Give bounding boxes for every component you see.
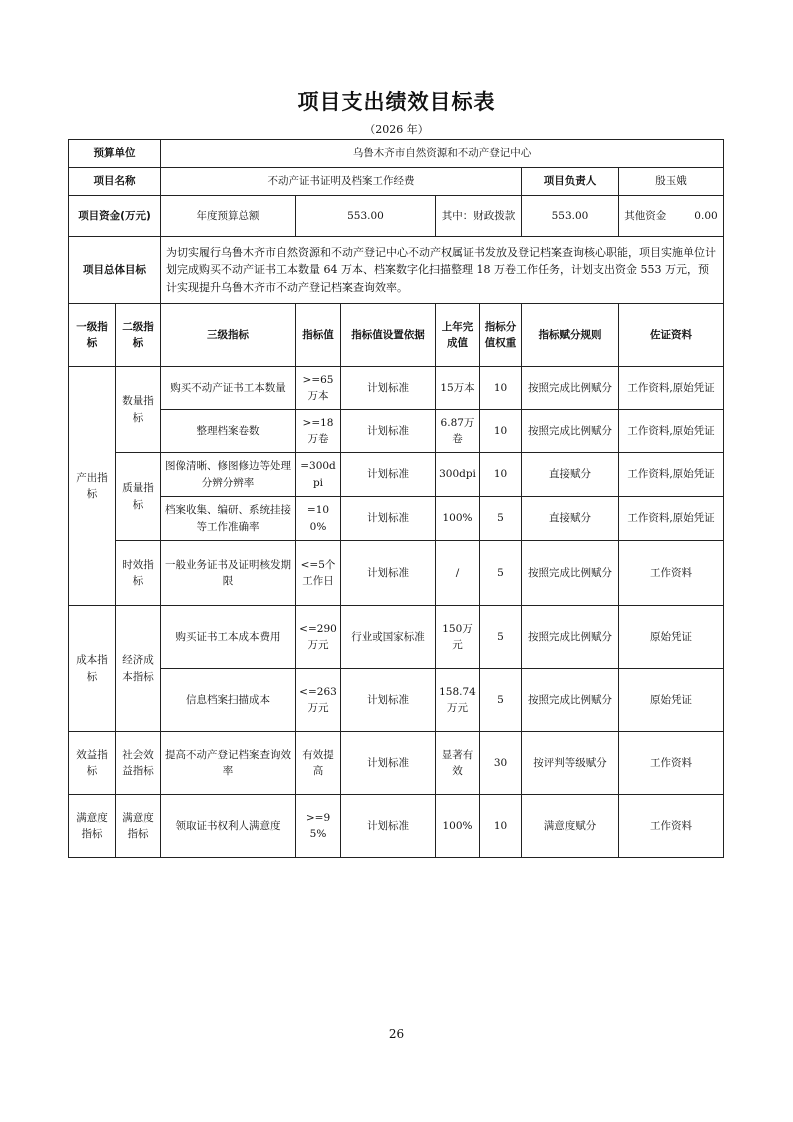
project-leader-label: 项目负责人 <box>522 168 619 196</box>
group-timeliness: 时效指标 <box>116 541 161 606</box>
col-level2: 二级指标 <box>116 304 161 367</box>
col-weight: 指标分值权重 <box>480 304 522 367</box>
row-indicator: 购买证书工本成本费用 <box>161 606 296 669</box>
row-evidence: 原始凭证 <box>619 606 724 669</box>
budget-unit-row <box>69 140 724 168</box>
row-value: >=18万卷 <box>296 410 341 453</box>
row-evidence: 工作资料,原始凭证 <box>619 367 724 410</box>
group-benefit: 效益指标 <box>69 732 116 795</box>
row-evidence: 工作资料,原始凭证 <box>619 497 724 541</box>
table-row <box>69 732 724 795</box>
row-indicator: 档案收集、编研、系统挂接等工作准确率 <box>161 497 296 541</box>
col-level1: 一级指标 <box>69 304 116 367</box>
table-row <box>69 410 724 453</box>
row-rule: 直接赋分 <box>522 497 619 541</box>
table-row <box>69 606 724 669</box>
fiscal-value: 553.00 <box>522 196 619 237</box>
row-evidence: 工作资料,原始凭证 <box>619 453 724 497</box>
col-basis: 指标值设置依据 <box>341 304 436 367</box>
row-weight: 5 <box>480 669 522 732</box>
other-funds-label: 其他资金 <box>624 209 667 222</box>
row-evidence: 工作资料 <box>619 795 724 858</box>
table-row <box>69 669 724 732</box>
project-leader-value: 殷玉娥 <box>619 168 724 196</box>
row-rule: 按照完成比例赋分 <box>522 669 619 732</box>
funds-row <box>69 196 724 237</box>
row-weight: 5 <box>480 541 522 606</box>
row-rule: 按照完成比例赋分 <box>522 410 619 453</box>
row-indicator: 图像清晰、修图修边等处理分辨分辨率 <box>161 453 296 497</box>
objective-row <box>69 237 724 304</box>
col-evidence: 佐证资料 <box>619 304 724 367</box>
group-satisfaction: 满意度指标 <box>69 795 116 858</box>
row-weight: 10 <box>480 410 522 453</box>
row-rule: 按照完成比例赋分 <box>522 606 619 669</box>
row-basis: 计划标准 <box>341 367 436 410</box>
row-last-year: / <box>436 541 480 606</box>
row-evidence: 工作资料 <box>619 541 724 606</box>
row-indicator: 提高不动产登记档案查询效率 <box>161 732 296 795</box>
row-weight: 10 <box>480 795 522 858</box>
row-indicator: 领取证书权利人满意度 <box>161 795 296 858</box>
row-rule: 满意度赋分 <box>522 795 619 858</box>
row-basis: 计划标准 <box>341 732 436 795</box>
page-title: 项目支出绩效目标表 <box>297 90 496 114</box>
row-value: 有效提高 <box>296 732 341 795</box>
other-funds-cell <box>619 196 724 237</box>
row-indicator: 信息档案扫描成本 <box>161 669 296 732</box>
row-weight: 5 <box>480 497 522 541</box>
row-indicator: 一般业务证书及证明核发期限 <box>161 541 296 606</box>
row-value: =300dpi <box>296 453 341 497</box>
row-value: >=65万本 <box>296 367 341 410</box>
group-output: 产出指标 <box>69 367 116 606</box>
col-scoring: 指标赋分规则 <box>522 304 619 367</box>
row-weight: 30 <box>480 732 522 795</box>
row-basis: 计划标准 <box>341 410 436 453</box>
row-evidence: 工作资料,原始凭证 <box>619 410 724 453</box>
row-rule: 按照完成比例赋分 <box>522 367 619 410</box>
group-social-benefit: 社会效益指标 <box>116 732 161 795</box>
row-evidence: 原始凭证 <box>619 669 724 732</box>
row-basis: 计划标准 <box>341 541 436 606</box>
row-last-year: 显著有效 <box>436 732 480 795</box>
table-row <box>69 795 724 858</box>
row-basis: 计划标准 <box>341 795 436 858</box>
table-row <box>69 497 724 541</box>
row-last-year: 158.74万元 <box>436 669 480 732</box>
annual-budget-value: 553.00 <box>296 196 436 237</box>
row-basis: 行业或国家标准 <box>341 606 436 669</box>
group-cost: 成本指标 <box>69 606 116 732</box>
col-level3: 三级指标 <box>161 304 296 367</box>
col-value: 指标值 <box>296 304 341 367</box>
group-satisfaction-sub: 满意度指标 <box>116 795 161 858</box>
row-value: <=263万元 <box>296 669 341 732</box>
other-funds-value: 0.00 <box>694 209 718 222</box>
project-name-row <box>69 168 724 196</box>
row-value: =100% <box>296 497 341 541</box>
group-quantity: 数量指标 <box>116 367 161 453</box>
row-last-year: 6.87万卷 <box>436 410 480 453</box>
row-weight: 5 <box>480 606 522 669</box>
row-basis: 计划标准 <box>341 669 436 732</box>
objective-text: 为切实履行乌鲁木齐市自然资源和不动产登记中心不动产权属证书发放及登记档案查询核心职能，项目实施单位计划完成购买不动产证书工本数量 64 万本、档案数字化扫描整理 18 万卷工作任务，计划支出资金 553 万元，预计实现提升乌鲁木齐市不动产登记档案查询效率。 <box>161 237 724 304</box>
objective-label: 项目总体目标 <box>69 237 161 304</box>
row-weight: 10 <box>480 453 522 497</box>
annual-budget-label: 年度预算总额 <box>161 196 296 237</box>
row-basis: 计划标准 <box>341 497 436 541</box>
row-indicator: 购买不动产证书工本数量 <box>161 367 296 410</box>
row-last-year: 100% <box>436 497 480 541</box>
table-row <box>69 367 724 410</box>
col-last-year: 上年完成值 <box>436 304 480 367</box>
performance-table <box>68 139 724 858</box>
row-last-year: 100% <box>436 795 480 858</box>
page-number: 26 <box>388 1027 405 1041</box>
group-economic-cost: 经济成本指标 <box>116 606 161 732</box>
row-last-year: 15万本 <box>436 367 480 410</box>
group-quality: 质量指标 <box>116 453 161 541</box>
row-rule: 直接赋分 <box>522 453 619 497</box>
project-name-value: 不动产证书证明及档案工作经费 <box>161 168 522 196</box>
fiscal-label: 其中：财政拨款 <box>436 196 522 237</box>
row-basis: 计划标准 <box>341 453 436 497</box>
row-value: <=5个工作日 <box>296 541 341 606</box>
row-evidence: 工作资料 <box>619 732 724 795</box>
table-row <box>69 541 724 606</box>
funds-label: 项目资金(万元) <box>69 196 161 237</box>
budget-unit-label: 预算单位 <box>69 140 161 168</box>
project-name-label: 项目名称 <box>69 168 161 196</box>
column-header-row <box>69 304 724 367</box>
table-row <box>69 453 724 497</box>
budget-unit-value: 乌鲁木齐市自然资源和不动产登记中心 <box>161 140 724 168</box>
row-rule: 按照完成比例赋分 <box>522 541 619 606</box>
row-weight: 10 <box>480 367 522 410</box>
row-rule: 按评判等级赋分 <box>522 732 619 795</box>
year-label: （2026 年） <box>364 123 429 136</box>
row-value: <=290万元 <box>296 606 341 669</box>
row-indicator: 整理档案卷数 <box>161 410 296 453</box>
row-last-year: 150万元 <box>436 606 480 669</box>
row-last-year: 300dpi <box>436 453 480 497</box>
row-value: >=95% <box>296 795 341 858</box>
